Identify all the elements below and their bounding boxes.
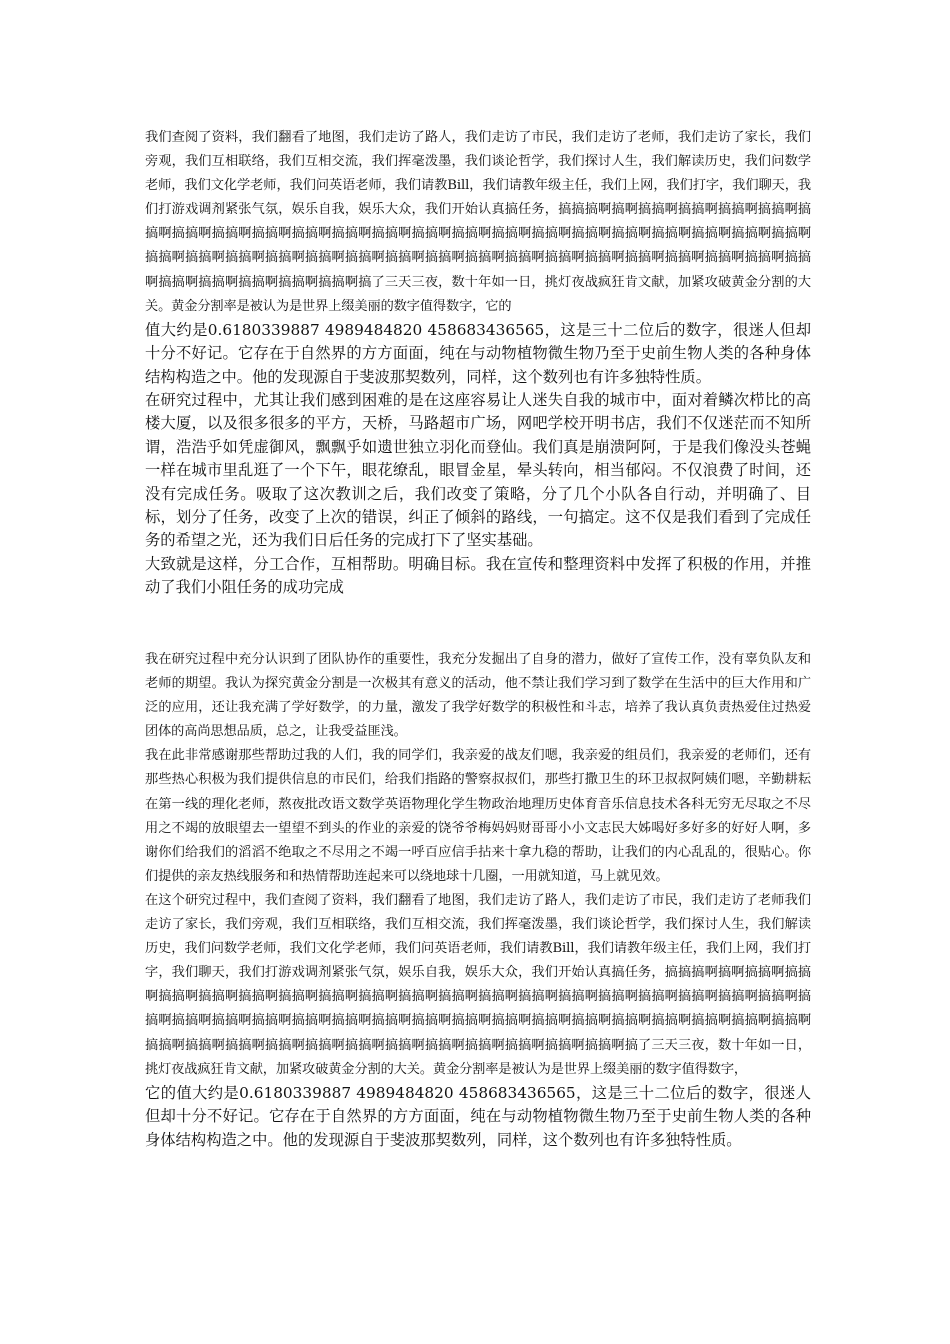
paragraph-golden-ratio-repeat: 它的值大约是0.6180339887 4989484820 458683436565，这是三十二位后的数字，很迷人但却十分不好记。它存在于自然界的方方面面，纯在与动物植物微生物乃至于史前生物人类的各种身体结构构造之中。他的发现源自于斐波那契数列，同样，这个数列也有许多独特性质。 (145, 1083, 811, 1149)
paragraph-research-process: 我们查阅了资料，我们翻看了地图，我们走访了路人，我们走访了市民，我们走访了老师，我们走访了家长，我们旁观，我们互相联络，我们互相交流，我们挥毫泼墨，我们谈论哲学，我们探讨人生，我们解读历史，我们问数学老师，我们文化学老师，我们问英语老师，我们请教Bill，我们请教年级主任，我们上网，我们打字，我们聊天，我们打游戏调剂紧张气氛，娱乐自我，娱乐大众，我们开始认真搞任务，搞搞搞啊搞啊搞搞啊搞搞啊搞搞啊搞搞啊搞搞啊搞搞啊搞搞啊搞搞啊搞搞啊搞搞啊搞搞啊搞搞啊搞搞啊搞搞啊搞搞啊搞搞啊搞搞啊搞搞啊搞搞啊搞搞啊搞搞啊搞搞啊搞搞啊搞搞啊搞搞啊搞搞啊搞搞啊搞搞啊搞搞啊搞搞啊搞搞啊搞搞啊搞搞啊搞搞啊搞搞啊搞搞啊搞搞啊搞搞啊搞搞啊搞搞啊搞搞啊搞搞啊搞搞啊搞了三天三夜，数十年如一日，挑灯夜战疯狂肯文献，加紧攻破黄金分割的大关。黄金分割率是被认为是世界上缀美丽的数字值得数字，它的 (145, 130, 811, 314)
paragraph-difficulties: 在研究过程中，尤其让我们感到困难的是在这座容易让人迷失自我的城市中，面对着鳞次栉比的高楼大厦，以及很多很多的平方，天桥，马路超市广场，网吧学校开明书店，我们不仅迷茫而不知所谓，浩浩乎如凭虚御风，飘飘乎如遗世独立羽化而登仙。我们真是崩溃阿阿，于是我们像没头苍蝇一样在城市里乱逛了一个下午，眼花缭乱，眼冒金星，晕头转向，相当郁闷。不仅浪费了时间，还没有完成任务。吸取了这次教训之后，我们改变了策略，分了几个小队各自行动，并明确了、目标，划分了任务，改变了上次的错误，纠正了倾斜的路线，一句搞定。这不仅是我们看到了完成任务的希望之光，还为我们日后任务的完成打下了坚实基础。 (145, 390, 811, 550)
paragraph-teamwork: 我在研究过程中充分认识到了团队协作的重要性，我充分发掘出了自身的潜力，做好了宣传工作，没有辜负队友和老师的期望。我认为探究黄金分割是一次极其有意义的活动，他不禁让我们学习到了数学在生活中的巨大作用和广泛的应用，还让我充满了学好数学，的力量，激发了我学好数学的积极性和斗志，培养了我认真负责热爱住过热爱团体的高尚思想品质，总之，让我受益匪浅。 (145, 652, 811, 740)
paragraph-thanks: 我在此非常感谢那些帮助过我的人们，我的同学们，我亲爱的战友们嗯，我亲爱的组员们，我亲爱的老师们，还有那些热心积极为我们提供信息的市民们，给我们指路的警察叔叔们，那些打撒卫生的环卫叔叔阿姨们嗯，辛勤耕耘在第一线的理化老师，熬夜批改语文数学英语物理化学生物政治地理历史体育音乐信息技术各科无穷无尽取之不尽用之不竭的放眼望去一望望不到头的作业的亲爱的饶爷爷梅妈妈财哥哥小小文志民大姊喝好多好多的好好人啊，多谢你们给我们的滔滔不绝取之不尽用之不竭一呼百应信手拈来十拿九稳的帮助，让我们的内心乱乱的，很贴心。你们提供的亲友热线服务和和热情帮助连起来可以绕地球十几圈，一用就知道，马上就见效。 (145, 748, 811, 884)
document-section-2 (145, 648, 811, 1152)
paragraph-research-process-repeat: 在这个研究过程中，我们查阅了资料，我们翻看了地图，我们走访了路人，我们走访了市民，我们走访了老师我们走访了家长，我们旁观，我们互相联络，我们互相交流，我们挥毫泼墨，我们谈论哲学，我们探讨人生，我们解读历史，我们问数学老师，我们文化学老师，我们问英语老师，我们请教Bill，我们请教年级主任，我们上网，我们打字，我们聊天，我们打游戏调剂紧张气氛，娱乐自我，娱乐大众，我们开始认真搞任务，搞搞搞啊搞啊搞搞啊搞搞啊搞搞啊搞搞啊搞搞啊搞搞啊搞搞啊搞搞啊搞搞啊搞搞啊搞搞啊搞搞啊搞搞啊搞搞啊搞搞啊搞搞啊搞搞啊搞搞啊搞搞啊搞搞啊搞搞啊搞搞啊搞搞啊搞搞啊搞搞啊搞搞啊搞搞啊搞搞啊搞搞啊搞搞啊搞搞啊搞搞啊搞搞啊搞搞啊搞搞啊搞搞啊搞搞啊搞搞啊搞搞啊搞搞啊搞搞啊搞搞啊搞搞啊搞搞啊搞搞啊搞搞啊搞搞啊搞了三天三夜，数十年如一日，挑灯夜战疯狂肯文献，加紧攻破黄金分割的大关。黄金分割率是被认为是世界上缀美丽的数字值得数字， (145, 892, 811, 1077)
paragraph-golden-ratio: 值大约是0.6180339887 4989484820 458683436565，这是三十二位后的数字，很迷人但却十分不好记。它存在于自然界的方方面面，纯在与动物植物微生物乃至于史前生物人类的各种身体结构构造之中。他的发现源自于斐波那契数列，同样，这个数列也有许多独特性质。 (145, 320, 811, 386)
paragraph-summary: 大致就是这样，分工合作，互相帮助。明确目标。我在宣传和整理资料中发挥了积极的作用，并推动了我们小阻任务的成功完成 (145, 554, 811, 597)
document-section-1 (145, 126, 811, 600)
